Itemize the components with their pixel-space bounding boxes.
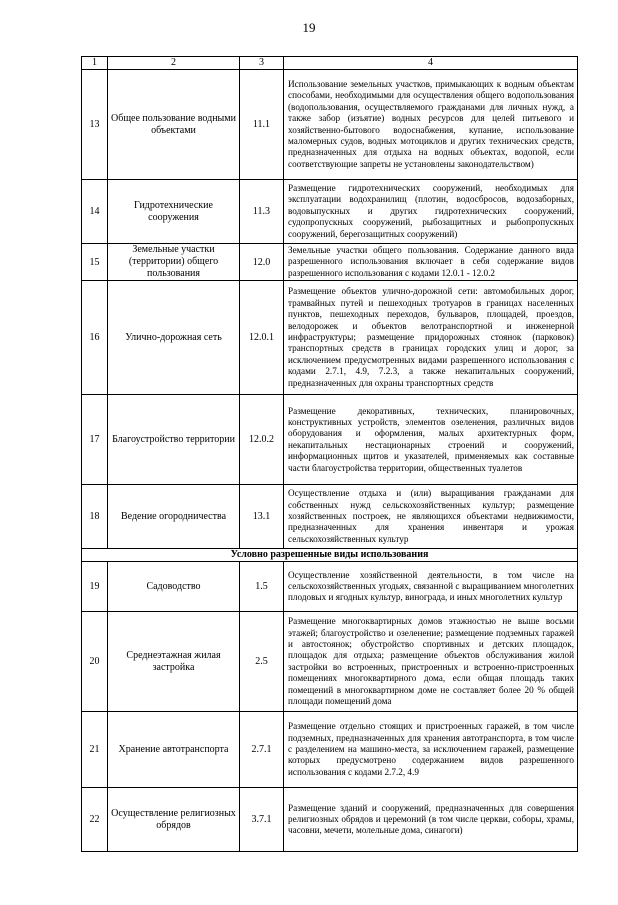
land-use-code: 3.7.1 [240, 788, 284, 852]
land-use-name: Благоустройство территории [108, 395, 240, 485]
page-number: 19 [302, 20, 316, 35]
table-row [82, 485, 578, 549]
table-row [82, 180, 578, 244]
land-use-table [81, 56, 578, 852]
header-col-4: 4 [284, 57, 578, 70]
header-col-1: 1 [82, 57, 108, 70]
land-use-description: Размещение объектов улично-дорожной сети: автомобильных дорог, трамвайных путей и пешеходных тротуаров в границах населенных пунктов, пешеходных переходов, бульваров, площадей, проездов, велодорожек и объектов велотранспортной и инженерной инфраструктуры; размещение придорожных стоянок (парковок) транспортных средств в границах городских улиц и дорог, за исключением предусмотренных видами разрешенного использования с кодами 2.7.1, 4.9, 7.2.3, а также некапитальных сооружений, предназначенных для охраны транспортных средств [284, 281, 578, 395]
table-row [82, 70, 578, 180]
land-use-description: Осуществление отдыха и (или) выращивания гражданами для собственных нужд сельскохозяйственных культур; размещение хозяйственных построек, не являющихся объектами недвижимости, предназначенных для хранения инвентаря и урожая сельскохозяйственных культур [284, 485, 578, 549]
land-use-description: Земельные участки общего пользования. Содержание данного вида разрешенного использования включает в себя содержание видов разрешенного использования с кодами 12.0.1 - 12.0.2 [284, 244, 578, 281]
land-use-code: 11.3 [240, 180, 284, 244]
table-row [82, 712, 578, 788]
land-use-name: Общее пользование водными объектами [108, 70, 240, 180]
land-use-name: Земельные участки (территории) общего пользования [108, 244, 240, 281]
land-use-code: 1.5 [240, 562, 284, 612]
land-use-name: Среднеэтажная жилая застройка [108, 612, 240, 712]
row-number: 15 [82, 244, 108, 281]
land-use-name: Хранение автотранспорта [108, 712, 240, 788]
table-row [82, 395, 578, 485]
land-use-code: 12.0.1 [240, 281, 284, 395]
land-use-code: 12.0 [240, 244, 284, 281]
row-number: 21 [82, 712, 108, 788]
land-use-code: 2.7.1 [240, 712, 284, 788]
land-use-name: Гидротехнические сооружения [108, 180, 240, 244]
land-use-description: Размещение гидротехнических сооружений, необходимых для эксплуатации водохранилищ (плотин, водосбросов, водозаборных, водовыпускных и других гидротехнических сооружений, судопропускных сооружений, рыбозащитных и рыбопропускных сооружений, берегозащитных сооружений) [284, 180, 578, 244]
land-use-description: Использование земельных участков, примыкающих к водным объектам способами, необходимыми для осуществления общего водопользования (водопользования, осуществляемого гражданами для личных нужд, а также забор (изъятие) водных ресурсов для целей питьевого и хозяйственно-бытового водоснабжения, купание, использование маломерных судов, водных мотоциклов и других технических средств, предназначенных для отдыха на водных объектах, водопой, если соответствующие запреты не установлены законодательством) [284, 70, 578, 180]
table-row [82, 281, 578, 395]
land-use-description: Размещение зданий и сооружений, предназначенных для совершения религиозных обрядов и церемоний (в том числе церкви, соборы, храмы, часовни, мечети, молельные дома, синагоги) [284, 788, 578, 852]
land-use-name: Садоводство [108, 562, 240, 612]
land-use-code: 2.5 [240, 612, 284, 712]
row-number: 16 [82, 281, 108, 395]
row-number: 14 [82, 180, 108, 244]
land-use-code: 12.0.2 [240, 395, 284, 485]
land-use-description: Размещение декоративных, технических, планировочных, конструктивных устройств, элементов озеленения, различных видов оборудования и оформления, малых архитектурных форм, некапитальных нестационарных строений и сооружений, информационных щитов и указателей, применяемых как составные части благоустройства территории, общественных туалетов [284, 395, 578, 485]
land-use-description: Размещение многоквартирных домов этажностью не выше восьми этажей; благоустройство и озеленение; размещение подземных гаражей и автостоянок; обустройство спортивных и детских площадок, площадок для отдыха; размещение объектов обслуживания жилой застройки во встроенных, пристроенных и встроенно-пристроенных помещениях многоквартирного дома, если общая площадь таких помещений в многоквартирном доме не составляет более 20 % общей площади помещений дома [284, 612, 578, 712]
land-use-name: Осуществление религиозных обрядов [108, 788, 240, 852]
row-number: 17 [82, 395, 108, 485]
land-use-description: Размещение отдельно стоящих и пристроенных гаражей, в том числе подземных, предназначенных для хранения автотранспорта, в том числе с разделением на машино-места, за исключением гаражей, размещение которых предусмотрено содержанием видов разрешенного использования с кодами 2.7.2, 4.9 [284, 712, 578, 788]
table-row [82, 562, 578, 612]
section-title: Условно разрешенные виды использования [82, 549, 578, 562]
header-col-2: 2 [108, 57, 240, 70]
land-use-description: Осуществление хозяйственной деятельности, в том числе на сельскохозяйственных угодьях, связанной с выращиванием многолетних плодовых и ягодных культур, винограда, и иных многолетних культур [284, 562, 578, 612]
row-number: 19 [82, 562, 108, 612]
table-row [82, 244, 578, 281]
land-use-code: 11.1 [240, 70, 284, 180]
row-number: 20 [82, 612, 108, 712]
row-number: 18 [82, 485, 108, 549]
header-col-3: 3 [240, 57, 284, 70]
table-row [82, 788, 578, 852]
land-use-name: Улично-дорожная сеть [108, 281, 240, 395]
header-row [82, 57, 578, 70]
row-number: 13 [82, 70, 108, 180]
section-header-row [82, 549, 578, 562]
table-row [82, 612, 578, 712]
land-use-name: Ведение огородничества [108, 485, 240, 549]
land-use-code: 13.1 [240, 485, 284, 549]
row-number: 22 [82, 788, 108, 852]
